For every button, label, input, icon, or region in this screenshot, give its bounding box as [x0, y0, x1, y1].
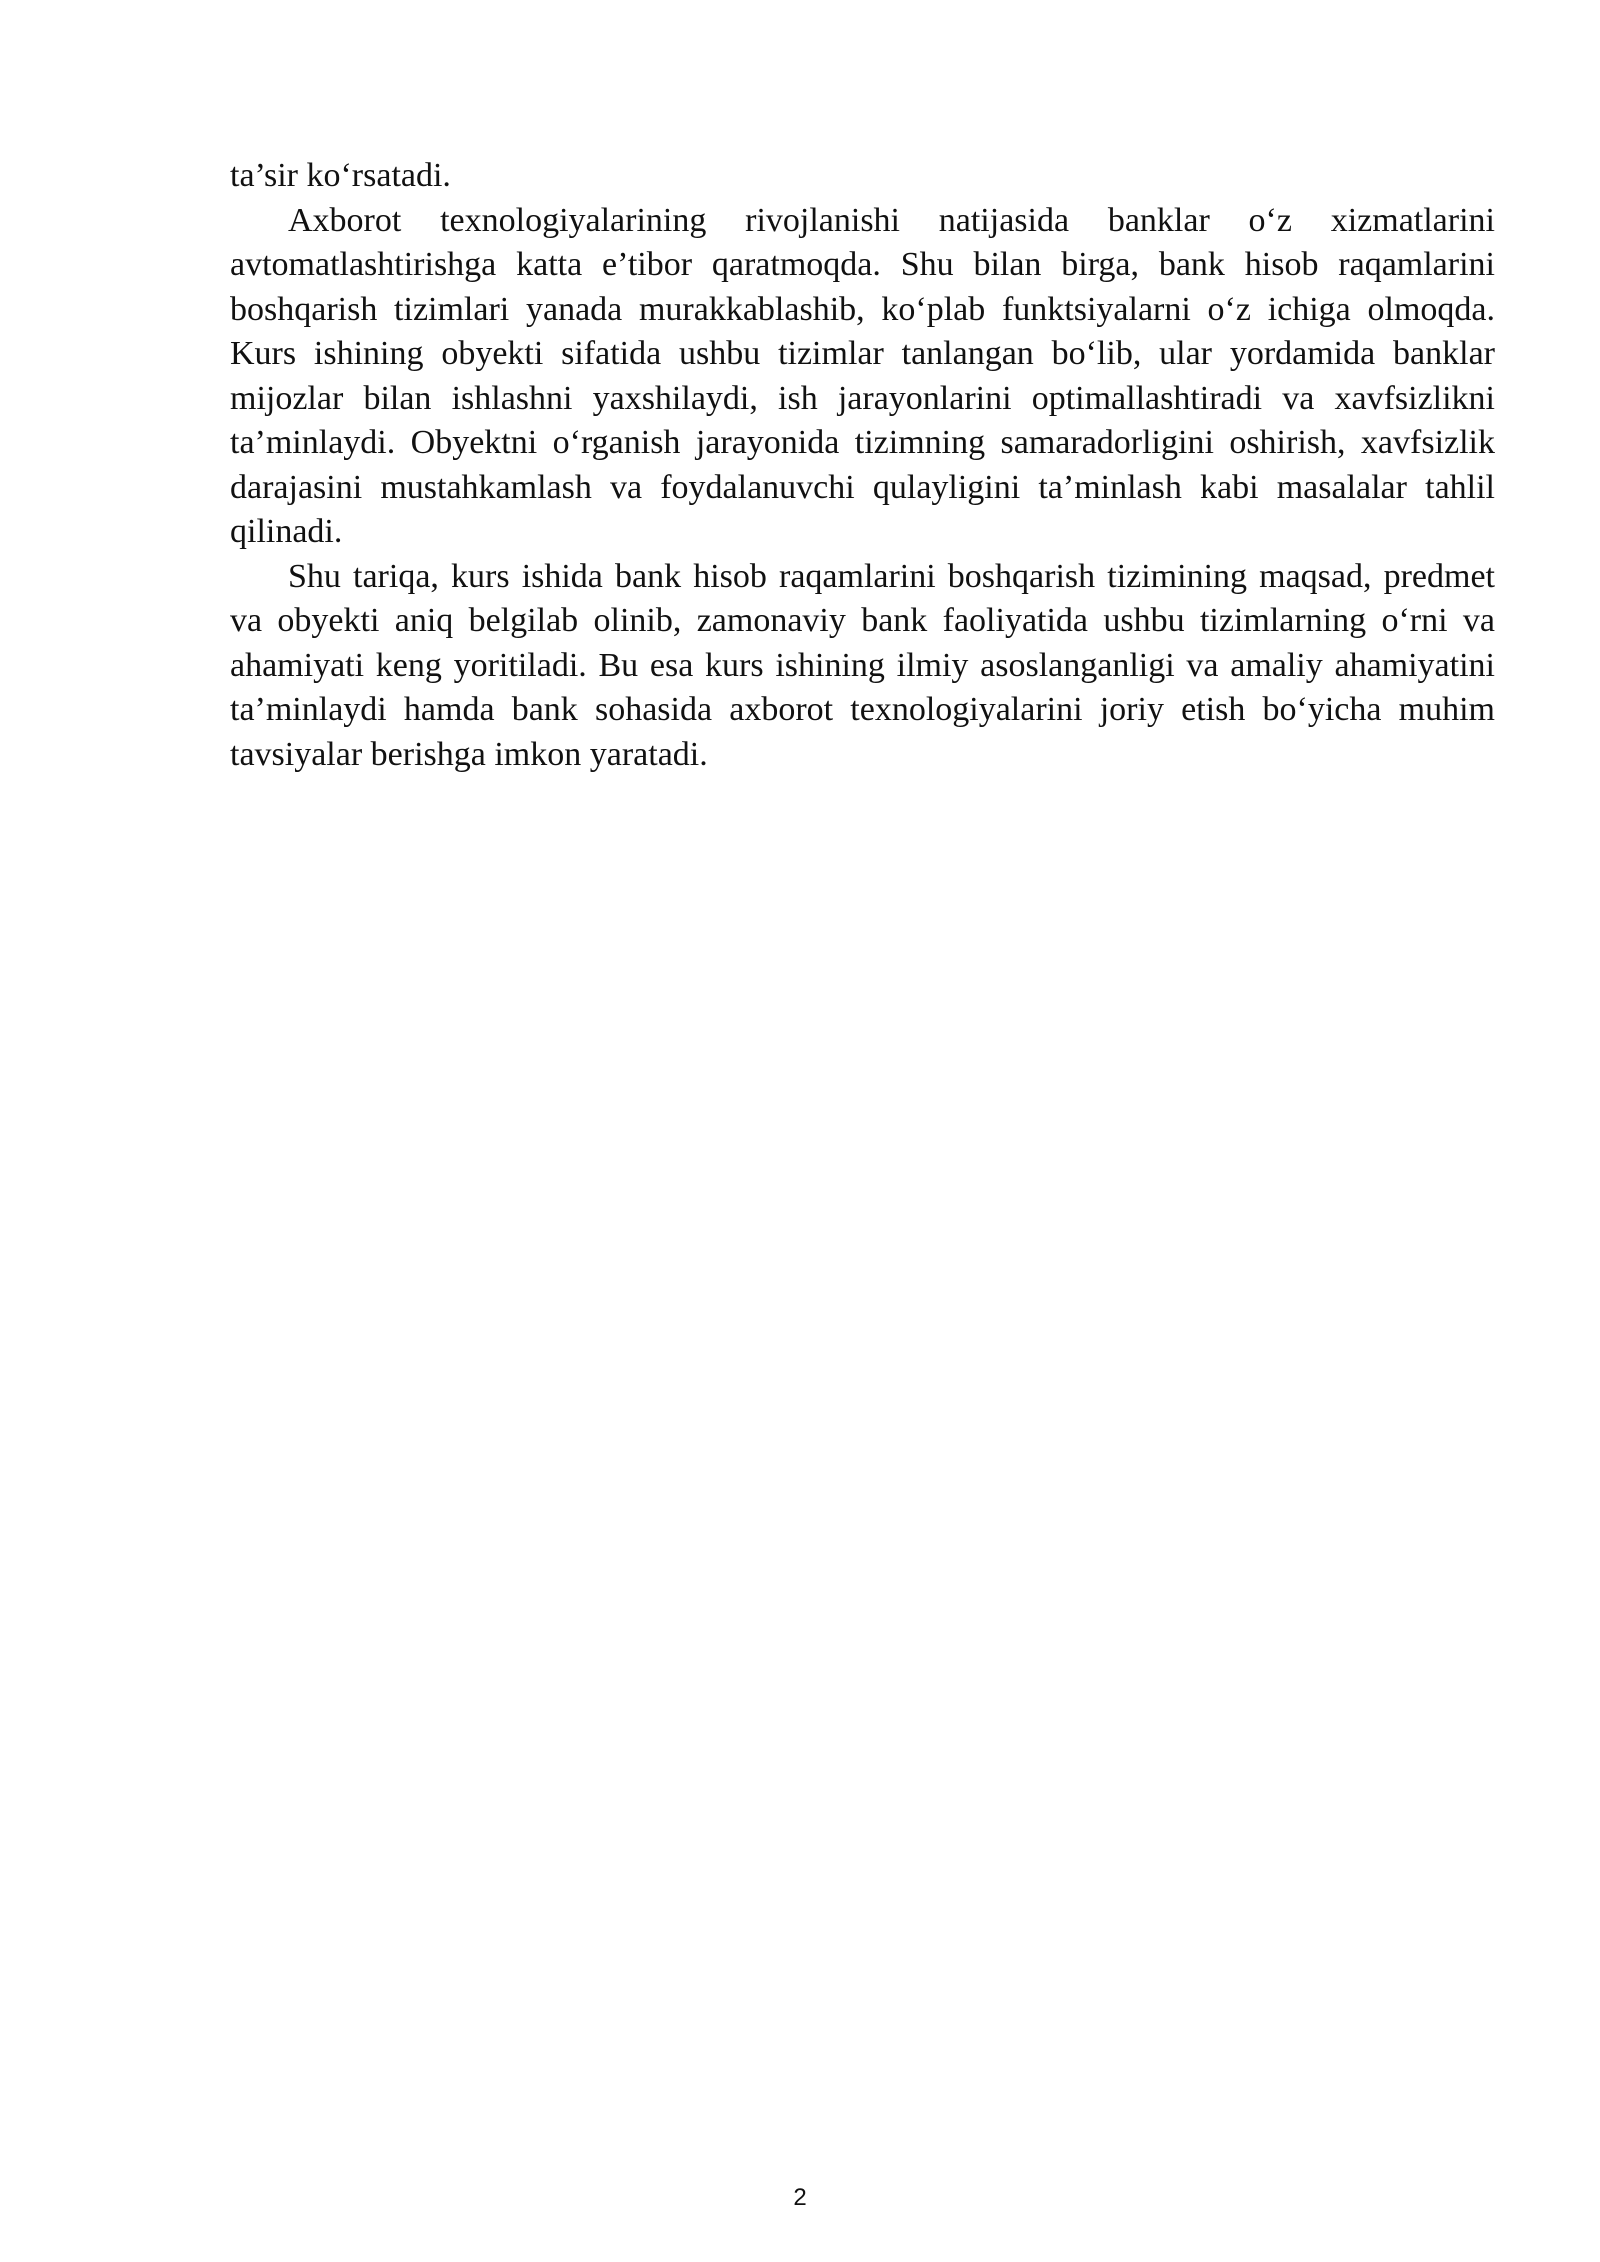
- paragraph-conclusion: Shu tariqa, kurs ishida bank hisob raqamlarini boshqarish tizimining maqsad, predmet va obyekti aniq belgilab olinib, zamonaviy bank faoliyatida ushbu tizimlarning o‘rni va ahamiyati keng yoritiladi. Bu esa kurs ishining ilmiy asoslanganligi va amaliy ahamiyatini ta’minlaydi hamda bank sohasida axborot texnologiyalarini joriy etish bo‘yicha muhim tavsiyalar berishga imkon yaratadi.: [230, 557, 1495, 773]
- page-number: 2: [793, 2184, 807, 2211]
- paragraph-continuation: ta’sir ko‘rsatadi.: [230, 157, 451, 194]
- text-body: [230, 154, 1495, 777]
- paragraph-object: Axborot texnologiyalarining rivojlanishi natijasida banklar o‘z xizmatlarini avtomatlashtirishga katta e’tibor qaratmoqda. Shu bilan birga, bank hisob raqamlarini boshqarish tizimlari yanada murakkablashib, ko‘plab funktsiyalarni o‘z ichiga olmoqda. Kurs ishining obyekti sifatida ushbu tizimlar tanlangan bo‘lib, ular yordamida banklar mijozlar bilan ishlashni yaxshilaydi, ish jarayonlarini optimallashtiradi va xavfsizlikni ta’minlaydi. Obyektni o‘rganish jarayonida tizimning samaradorligini oshirish, xavfsizlik darajasini mustahkamlash va foydalanuvchi qulayligini ta’minlash kabi masalalar tahlil qilinadi.: [230, 201, 1495, 550]
